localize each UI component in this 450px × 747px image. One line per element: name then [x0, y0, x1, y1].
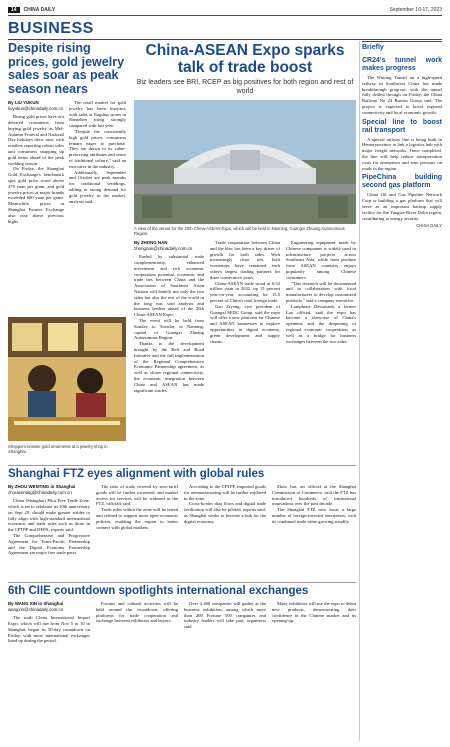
ftz-paragraph: China (Shanghai) Pilot Free Trade Zone, which is set to celebrate its 10th anniversary on Sept 29, should make greater strides to fully align with high-standard international economic and trade rules such as those in the CPTPP and DEPA, experts said. — [8, 498, 90, 533]
ftz-paragraph: According to the CPTPP, imported goods for remanufacturing will be further explored in the zone. — [184, 484, 266, 501]
asean-column-3 — [286, 240, 356, 462]
ciie-paragraph: The sixth China International Import Expo, which will run from Nov 5 to 10 in Shanghai, began its 50-day countdown on Friday, with more international exchanges lined up during the period. — [8, 615, 90, 644]
asean-paragraph: Thanks to the development brought by the Belt and Road Initiative and the full implementation of the Regional Comprehensive Economic Partnership agreement, as well as closer regional connectivity, the economic integration between China and ASEAN has made significant strides. — [134, 341, 204, 393]
ftz-headline: Shanghai FTZ eyes alignment with global rules — [8, 468, 265, 480]
ciie-column-3 — [184, 601, 266, 741]
asean-headline: China-ASEAN Expo sparks talk of trade boost — [145, 42, 345, 76]
brief-text: China Oil and Gas Pipeline Network Corp is building a gas platform that will serve as an important backup supply facility for the Yangtze River Delta region, contributing to energy security. — [362, 192, 442, 221]
gold-paragraph: Rising gold prices have not deterred consumers from buying gold jewelry as Mid-Autumn Festival and National Day holidays draw near, with retailers reporting robust sales and consumers snapping up gold items ahead of the peak wedding season. — [8, 114, 64, 166]
asean-paragraph: Trade cooperation between China and the bloc has been a key driver of growth for both sides. With increasingly close ties, both economies have remained each other's largest trading partners for three consecutive years. — [210, 240, 280, 280]
gold-paragraph: Additionally, September and October are peak months for traditional weddings, adding to strong demand for gold jewelry in the market, analysts said. — [69, 169, 126, 204]
gold-column-2 — [69, 100, 126, 313]
brief-headline: Special line to boost rail transport — [362, 118, 442, 134]
page-number: 14 — [8, 7, 20, 13]
brief-headline: CR24's tunnel work makes progress — [362, 57, 442, 72]
brief-headline: PipeChina building second gas platform — [362, 174, 442, 190]
publication-name: CHINA DAILY — [23, 7, 56, 13]
gold-shop-photo — [8, 317, 126, 441]
ftz-paragraph: Trade rules within the zone will be tested and refined to support more open economic policies, enabling the region to better connect with global markets. — [96, 507, 178, 530]
gold-byline — [8, 100, 64, 111]
masthead-rule — [8, 15, 442, 16]
asean-paragraph: Fueled by substantial trade complementarity, enhanced investment and rich economic cooperation potential, economic and trade ties between China and the Association of Southeast Asian Nations will benefit not only the two sides but also the rest of the world in the long run, said analysts and business leaders ahead of the 20th China-ASEAN Expo. — [134, 254, 204, 318]
ciie-paragraph: Forums and cultural activities will be held around the countdown, offering platforms for trade cooperation and exchange between exhibitors and buyers. — [96, 601, 178, 624]
asean-byline-name: By ZHONG NAN — [134, 240, 168, 245]
asean-paragraph: Lamphone Dessavanh, a former Lao official, said the expo has become a showcase of China's openness and the deepening of regional economic cooperation, as well as a bridge for business exchanges between the two sides. — [286, 303, 356, 344]
expo-venue-illustration — [134, 100, 356, 224]
briefly-column — [362, 54, 442, 742]
ciie-byline — [8, 601, 90, 612]
asean-column-1 — [134, 240, 204, 462]
asean-byline-email: zhongnan@chinadaily.com.cn — [134, 245, 193, 251]
ciie-column-1 — [8, 601, 90, 741]
ftz-byline-name: By ZHOU WENTING in Shanghai — [8, 484, 76, 489]
brief-text: A special railway line is being built in Henan province to link a logistics hub with major freight networks. Once completed, the line will help reduce transportation costs for enterprises and ease pressure on roads in the region. — [362, 136, 442, 171]
ciie-rule — [8, 582, 356, 583]
ftz-paragraph: The ratio of trade covered by zero-tariff goods will be further increased, and market access for services will be widened in the FTZ, officials said. — [96, 484, 178, 507]
briefly-rule — [362, 41, 442, 42]
briefly-separator — [359, 41, 360, 741]
ftz-column-2 — [96, 484, 178, 580]
ftz-paragraph: Zhou Jun, an official at the Shanghai Commission of Commerce, said the FTZ has introduced hundreds of institutional innovations over the past decade. — [272, 484, 356, 507]
ciie-byline-email: wangxin@chinadaily.com.cn — [8, 606, 64, 612]
asean-paragraph: Engineering equipment made by Chinese companies is widely used in infrastructure projects across Southeast Asia, while farm produce from ASEAN countries enjoys popularity among Chinese consumers. — [286, 240, 356, 280]
ftz-paragraph: The Shanghai FTZ now hosts a large number of foreign-invested enterprises, with its combined trade value growing steadily. — [272, 507, 356, 524]
ftz-column-4 — [272, 484, 356, 580]
masthead-left — [8, 7, 55, 13]
ftz-byline-email: zhouwenting@chinadaily.com.cn — [8, 489, 72, 495]
ftz-byline — [8, 484, 90, 495]
asean-paragraph: Gao Ziyong, vice president of Guangxi SEDC Group, said the expo will offer a new platform for Chinese and ASEAN businesses to explore opportunities in digital economy, green development and supply chains. — [210, 303, 280, 344]
ciie-paragraph: Over 3,400 companies will gather at the business exhibition, among which more than 200 Fortune 500 companies and industry leaders will take part, organizers said. — [184, 601, 266, 630]
gold-headline: Despite rising prices, gold jewelry sales soar as peak season nears — [8, 41, 125, 96]
briefly-credit: CHINA DAILY — [416, 223, 442, 229]
gold-byline-email: liuyukun@chinadaily.com.cn — [8, 105, 64, 111]
briefly-label: Briefly — [362, 44, 384, 51]
gold-photo-caption: Shoppers browse gold ornaments at a jewelry shop in Shanghai. — [8, 444, 108, 455]
ftz-paragraph: The Comprehensive and Progressive Agreement for Trans-Pacific Partnership and the Digital Economy Partnership Agreement are major free trade pacts. — [8, 532, 90, 556]
gold-paragraph: On Friday, the Shanghai Gold Exchange's benchmark spot gold price stood above 470 yuan per gram, and gold jewelry prices at major brands exceeded 600 yuan per gram. Meanwhile, prices at Shanghai Futures Exchange also rose above previous highs. — [8, 166, 64, 224]
brief-text: The Wutong Tunnel on a high-speed railway in Southwest China has made breakthrough progress, with the tunnel fully drilled through on Friday, the China Railway No 24 Bureau Group said. The project is expected to boost regional connectivity and local economic growth. — [362, 75, 442, 115]
asean-subheadline: Biz leaders see BRI, RCEP as big positives for both region and rest of world — [136, 79, 354, 95]
gold-paragraph: "Despite the consistently high gold prices, consumers remain eager to purchase. They are drawn to its value-preserving attributes and sense of traditional culture," said an executive in the industry. — [69, 128, 126, 169]
ciie-paragraph: Many exhibitors will use the expo to debut new products, demonstrating their confidence in the Chinese market and its opening-up. — [272, 601, 356, 624]
ciie-column-2 — [96, 601, 178, 741]
asean-paragraph: The event will be held from Sunday to Tuesday in Nanning, capital of Guangxi Zhuang Autonomous Region. — [134, 317, 204, 341]
issue-date: September 16-17, 2023 — [389, 7, 442, 13]
gold-byline-name: By LIU YUKUN — [8, 100, 39, 105]
ftz-column-1 — [8, 484, 90, 580]
section-rule — [8, 39, 442, 40]
asean-column-2 — [210, 240, 280, 462]
gold-shop-illustration — [8, 317, 126, 441]
asean-paragraph: China-ASEAN trade stood at 6.52 trillion yuan in 2022, up 15 percent year-on-year, accounting for 15.5 percent of China's total foreign trade. — [210, 280, 280, 303]
expo-photo-caption: A view of the venue for the 20th China-ASEAN Expo, which will be held in Nanning, Guangxi Zhuang Autonomous Region. — [134, 226, 345, 237]
ciie-byline-name: By WANG XIN in Shanghai — [8, 601, 64, 606]
gold-paragraph: The retail market for gold jewelry has been buoyant, with sales at flagship stores in Shenzhen rising strongly compared with last year. — [69, 100, 126, 129]
asean-paragraph: "This research will be documented and in collaboration with local manufacturers to develop customized products," said a company executive. — [286, 280, 356, 303]
ciie-column-4 — [272, 601, 356, 741]
asean-byline — [134, 240, 204, 251]
expo-venue-photo — [134, 100, 356, 224]
ciie-headline: 6th CIIE countdown spotlights international exchanges — [8, 585, 309, 597]
ftz-paragraph: Cross-border data flows and digital trade facilitation will also be piloted, experts said, as Shanghai works to become a hub for the digital economy. — [184, 501, 266, 524]
section-title: BUSINESS — [8, 20, 94, 37]
gold-column-1 — [8, 100, 64, 313]
masthead-bar — [8, 5, 442, 15]
ftz-column-3 — [184, 484, 266, 580]
ftz-rule — [8, 465, 356, 466]
